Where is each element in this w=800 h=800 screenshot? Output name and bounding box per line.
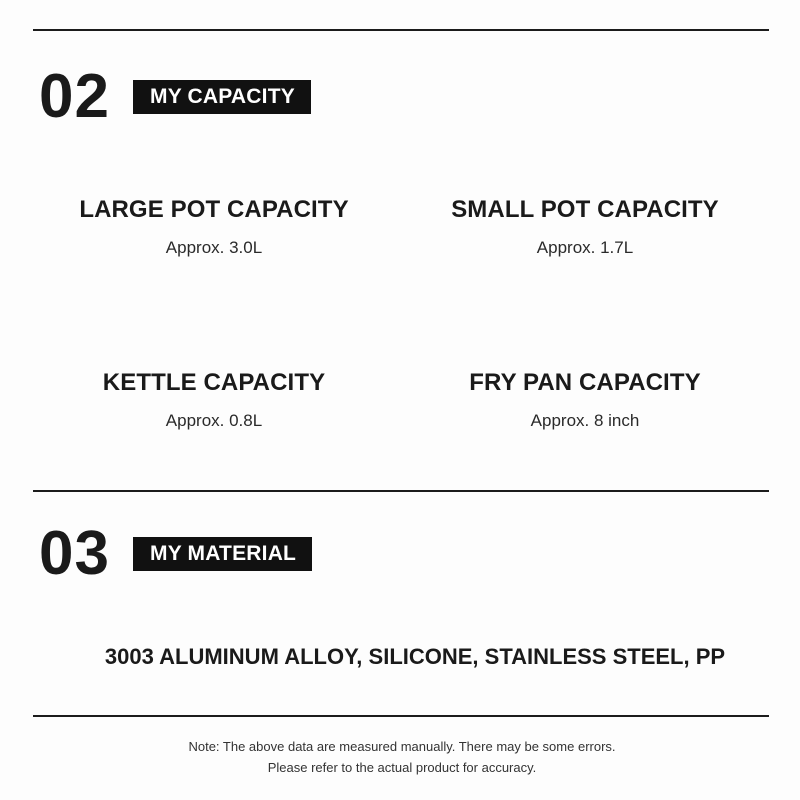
top-divider <box>33 29 769 31</box>
middle-divider <box>33 490 769 492</box>
capacity-item-title: SMALL POT CAPACITY <box>451 196 719 223</box>
capacity-item-title: FRY PAN CAPACITY <box>469 369 701 396</box>
capacity-item-value: Approx. 1.7L <box>536 238 634 257</box>
capacity-item-value: Approx. 0.8L <box>165 411 263 430</box>
capacity-item-small-pot <box>400 195 770 259</box>
capacity-section-title: MY CAPACITY <box>133 80 311 114</box>
capacity-item-kettle <box>29 368 399 432</box>
material-section-header <box>39 521 312 587</box>
materials-list: 3003 ALUMINUM ALLOY, SILICONE, STAINLESS STEEL, PP <box>104 644 726 669</box>
material-section-title: MY MATERIAL <box>133 537 312 571</box>
capacity-section-header <box>39 64 311 130</box>
capacity-item-value: Approx. 3.0L <box>165 238 263 257</box>
capacity-item-title: KETTLE CAPACITY <box>102 369 326 396</box>
note-line-2: Please refer to the actual product for accuracy. <box>267 760 537 775</box>
note-line-1: Note: The above data are measured manually. There may be some errors. <box>188 739 616 754</box>
capacity-item-fry-pan <box>400 368 770 432</box>
capacity-section-number: 02 <box>39 62 110 131</box>
capacity-item-title: LARGE POT CAPACITY <box>79 196 349 223</box>
bottom-divider <box>33 715 769 717</box>
material-section-number: 03 <box>39 519 110 588</box>
capacity-item-value: Approx. 8 inch <box>530 411 640 430</box>
capacity-item-large-pot <box>29 195 399 259</box>
